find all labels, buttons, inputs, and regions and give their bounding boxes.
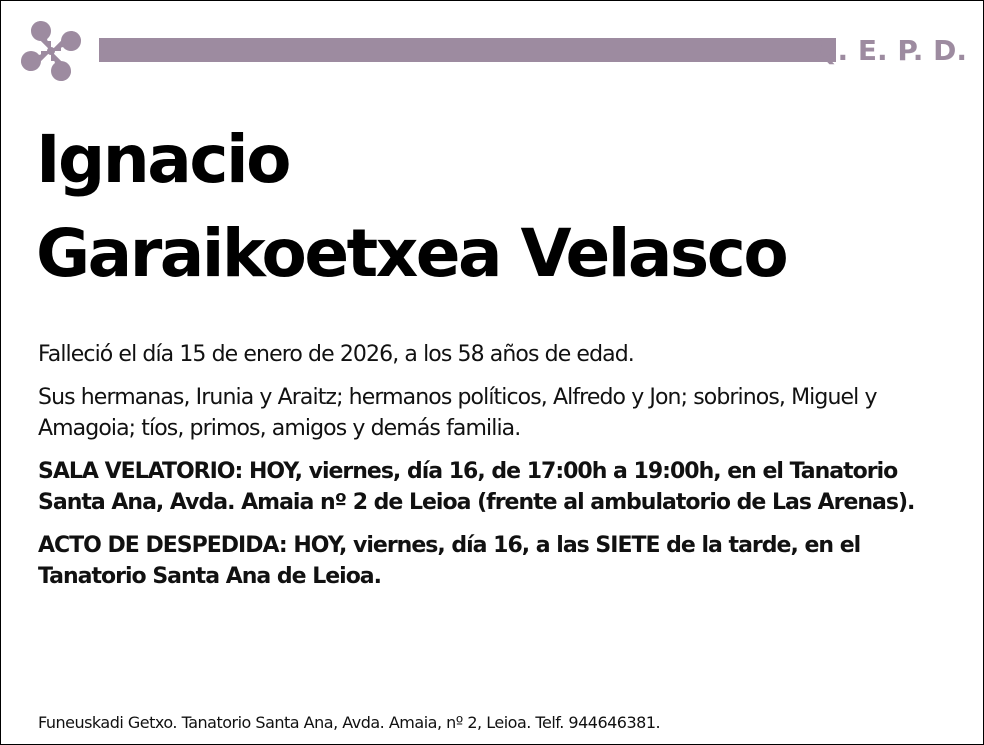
header-bar bbox=[99, 38, 836, 62]
farewell-info: ACTO DE DESPEDIDA: HOY, viernes, día 16, a las SIETE de la tarde, en el Tanatorio Santa Ana de Leioa. bbox=[38, 533, 861, 589]
wake-info: SALA VELATORIO: HOY, viernes, día 16, de 17:00h a 19:00h, en el Tanatorio Santa Ana, Avda. Amaia nº 2 de Leioa (frente al ambulatorio de Las Arenas). bbox=[38, 459, 915, 515]
deceased-name bbox=[36, 113, 966, 301]
qepd-label: Q. E. P. D. bbox=[813, 34, 967, 67]
surnames: Garaikoetxea Velasco bbox=[36, 215, 787, 292]
funeral-home-footer: Funeuskadi Getxo. Tanatorio Santa Ana, Avda. Amaia, nº 2, Leioa. Telf. 944646381. bbox=[38, 713, 661, 732]
death-line: Falleció el día 15 de enero de 2026, a los 58 años de edad. bbox=[38, 342, 634, 367]
notice-body bbox=[38, 339, 958, 604]
family-line: Sus hermanas, Irunia y Araitz; hermanos políticos, Alfredo y Jon; sobrinos, Miguel y Amagoia; tíos, primos, amigos y demás familia. bbox=[38, 385, 877, 441]
first-name: Ignacio bbox=[36, 121, 289, 198]
lauburu-icon bbox=[14, 14, 88, 88]
